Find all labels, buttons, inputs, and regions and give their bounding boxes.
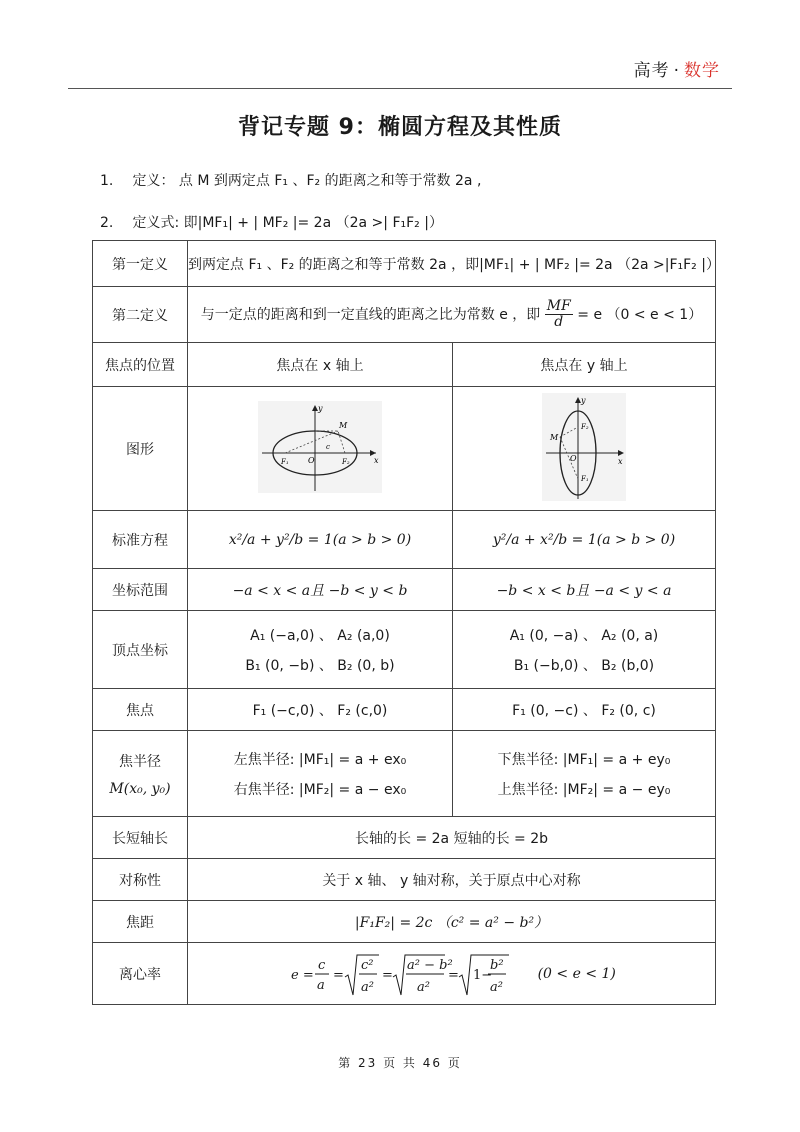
item-number-1: 1. bbox=[100, 173, 114, 189]
radius-y-cell bbox=[453, 731, 716, 817]
table-row bbox=[93, 343, 716, 387]
table-row bbox=[93, 817, 716, 859]
page-title: 背记专题 9：椭圆方程及其性质 bbox=[238, 115, 562, 140]
vertex-y-b: B₁ (−b,0) 、 B₂ (b,0) bbox=[513, 657, 655, 674]
std-eq-x-cell: x²/a + y²/b = 1(a > b > 0) bbox=[188, 511, 453, 569]
row-label-graph: 图形 bbox=[93, 387, 188, 511]
svg-text:=: = bbox=[382, 967, 394, 983]
fig-label-x: x bbox=[374, 455, 379, 465]
def2-text: 与一定点的距离和到一定直线的距离之比为常数 e ，即 bbox=[200, 306, 541, 323]
row-label-axis-length: 长短轴长 bbox=[93, 817, 188, 859]
definition-item bbox=[100, 170, 481, 190]
row-label-focal-radius bbox=[93, 731, 188, 817]
vertex-y-cell bbox=[453, 611, 716, 689]
row-label-focal-distance: 焦距 bbox=[93, 901, 188, 943]
header-divider bbox=[68, 88, 732, 89]
def2-frac-bottom: d bbox=[554, 314, 564, 330]
fig-label-origin: O bbox=[570, 453, 577, 463]
focus-x-cell: 焦点在 x 轴上 bbox=[188, 343, 453, 387]
fig-label-f2: F₂ bbox=[342, 457, 350, 466]
svg-text:b²: b² bbox=[490, 957, 504, 973]
focal-radius-label: 焦半径 bbox=[119, 753, 161, 770]
svg-text:e =: e = bbox=[291, 967, 314, 983]
def2-frac-top: MF bbox=[546, 297, 571, 314]
header-subject: 数学 bbox=[684, 61, 720, 81]
page-footer: 第 23 页 共 46 页 bbox=[338, 1056, 462, 1070]
vertex-y-a: A₁ (0, −a) 、 A₂ (0, a) bbox=[509, 627, 659, 644]
svg-text:a²: a² bbox=[417, 979, 431, 995]
svg-text:c²: c² bbox=[361, 957, 374, 973]
fig-label-y: y bbox=[318, 403, 323, 413]
vertex-x-cell bbox=[188, 611, 453, 689]
fig-label-origin: O bbox=[308, 455, 315, 465]
table-row bbox=[93, 901, 716, 943]
graph-x-cell bbox=[188, 387, 453, 511]
row-label-def2: 第二定义 bbox=[93, 287, 188, 343]
svg-text:=: = bbox=[448, 967, 460, 983]
vertical-ellipse-figure bbox=[542, 393, 626, 501]
row-label-vertex: 顶点坐标 bbox=[93, 611, 188, 689]
range-y-cell: −b < x < b且 −a < y < a bbox=[453, 569, 716, 611]
row-label-focus: 焦点的位置 bbox=[93, 343, 188, 387]
range-x-cell: −a < x < a且 −b < y < b bbox=[188, 569, 453, 611]
foci-y-cell: F₁ (0, −c) 、 F₂ (0, c) bbox=[453, 689, 716, 731]
fig-label-m: M bbox=[550, 432, 559, 442]
graph-y-cell bbox=[453, 387, 716, 511]
vertex-x-a: A₁ (−a,0) 、 A₂ (a,0) bbox=[250, 627, 390, 644]
definition-formula-item bbox=[100, 212, 443, 232]
row-label-def1: 第一定义 bbox=[93, 241, 188, 287]
svg-text:1−: 1− bbox=[473, 967, 493, 983]
row-label-eccentricity: 离心率 bbox=[93, 943, 188, 1005]
svg-text:c: c bbox=[318, 957, 326, 973]
row-label-symmetry: 对称性 bbox=[93, 859, 188, 901]
row-label-range: 坐标范围 bbox=[93, 569, 188, 611]
eccentricity-formula bbox=[287, 947, 527, 1001]
radius-left: 左焦半径: |MF₁| = a + ex₀ bbox=[233, 751, 407, 768]
def2-tail: = e （0 < e < 1） bbox=[577, 306, 703, 323]
fig-label-f1: F₁ bbox=[581, 474, 589, 483]
svg-text:a²: a² bbox=[361, 979, 375, 995]
header-exam: 高考 bbox=[633, 61, 670, 81]
table-row bbox=[93, 241, 716, 287]
eccentricity-cell bbox=[188, 943, 716, 1005]
def2-fraction bbox=[545, 299, 573, 331]
focal-distance-cell: |F₁F₂| = 2c （c² = a² − b²） bbox=[188, 901, 716, 943]
svg-text:a²: a² bbox=[490, 979, 504, 995]
fig-label-f2: F₂ bbox=[581, 422, 589, 431]
focal-radius-point: M(x₀, y₀) bbox=[109, 780, 171, 797]
svg-text:=: = bbox=[333, 967, 345, 983]
svg-text:a² − b²: a² − b² bbox=[407, 957, 453, 973]
table-row bbox=[93, 511, 716, 569]
def2-cell bbox=[188, 287, 716, 343]
svg-text:a: a bbox=[317, 977, 325, 993]
table-row bbox=[93, 387, 716, 511]
radius-top: 上焦半径: |MF₂| = a − ey₀ bbox=[497, 781, 671, 798]
fig-label-y: y bbox=[581, 395, 586, 405]
row-label-foci: 焦点 bbox=[93, 689, 188, 731]
table-row bbox=[93, 611, 716, 689]
vertex-x-b: B₁ (0, −b) 、 B₂ (0, b) bbox=[245, 657, 395, 674]
focus-y-cell: 焦点在 y 轴上 bbox=[453, 343, 716, 387]
std-eq-y-cell: y²/a + x²/b = 1(a > b > 0) bbox=[453, 511, 716, 569]
row-label-standard-equation: 标准方程 bbox=[93, 511, 188, 569]
ellipse-properties-table bbox=[92, 240, 720, 1005]
radius-right: 右焦半径: |MF₂| = a − ex₀ bbox=[233, 781, 407, 798]
item-number-2: 2. bbox=[100, 215, 114, 231]
table-row bbox=[93, 689, 716, 731]
table-row bbox=[93, 943, 716, 1005]
table-row bbox=[93, 569, 716, 611]
table-row bbox=[93, 287, 716, 343]
fig-label-c: c bbox=[326, 442, 330, 451]
foci-x-cell: F₁ (−c,0) 、 F₂ (c,0) bbox=[188, 689, 453, 731]
definition-text: 定义： 点 M 到两定点 F₁ 、F₂ 的距离之和等于常数 2a , bbox=[132, 173, 482, 189]
page-header bbox=[634, 56, 720, 81]
radius-x-cell bbox=[188, 731, 453, 817]
fig-label-m: M bbox=[339, 420, 348, 430]
fig-label-f1: F₁ bbox=[281, 457, 289, 466]
table-row bbox=[93, 731, 716, 817]
axis-length-cell: 长轴的长 = 2a 短轴的长 = 2b bbox=[188, 817, 716, 859]
horizontal-ellipse-figure bbox=[258, 401, 382, 493]
symmetry-cell: 关于 x 轴、 y 轴对称，关于原点中心对称 bbox=[188, 859, 716, 901]
eccentricity-range: (0 < e < 1) bbox=[537, 965, 616, 982]
radius-bottom: 下焦半径: |MF₁| = a + ey₀ bbox=[497, 751, 671, 768]
fig-label-x: x bbox=[618, 456, 623, 466]
definition-formula-text: 定义式: 即|MF₁| + | MF₂ |= 2a （2a >| F₁F₂ |） bbox=[132, 215, 443, 231]
table-row bbox=[93, 859, 716, 901]
header-dot: · bbox=[673, 61, 680, 81]
def1-cell: 到两定点 F₁ 、F₂ 的距离之和等于常数 2a ，即|MF₁| + | MF₂ |= 2a （2a >|F₁F₂ |） bbox=[188, 241, 716, 287]
